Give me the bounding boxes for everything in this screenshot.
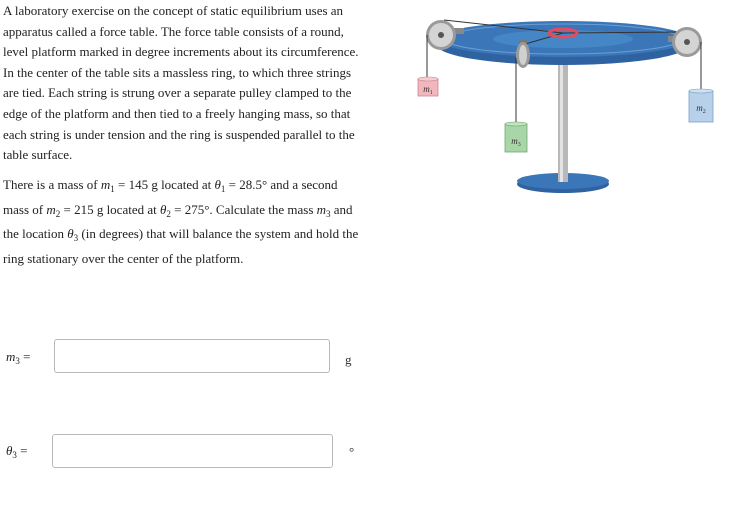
theta1-symbol: θ: [214, 177, 221, 192]
m3-label: $m_3$ =: [6, 349, 31, 366]
problem-question: There is a mass of $m_1 = 145$ g located at $\theta_1 = 28.5^\circ$ and a second mass of $m_2 = 215$ g located at $\theta_2 = 275^\circ$. Calculate the mass $m_3$ and the location $\theta_3$ (in degrees) that will balance the system and hold the ring stationary over the center of the platform.: [3, 177, 359, 266]
problem-intro: A laboratory exercise on the concept of static equilibrium uses an apparatus called a force table. The force table consists of a round, level platform marked in degree increments about its circumference. In the center of the table sits a massless ring, to which three strings are tied. Each string is strung over a separate pulley clamped to the edge of the platform and then tied to a freely hanging mass, so that each string is under tension and the ring is suspended parallel to the table surface.: [3, 3, 359, 163]
theta3-symbol: θ: [67, 226, 74, 242]
theta3-unit: °: [349, 444, 355, 459]
m3-symbol: m: [316, 201, 327, 217]
mass-2-label: $m_2$: [696, 103, 706, 115]
m2-symbol: m: [46, 201, 56, 217]
mass-3-label: $m_3$: [511, 136, 521, 148]
m1-symbol: m: [100, 177, 111, 192]
mass-1-label: $m_1$: [423, 84, 433, 96]
theta3-input[interactable]: [52, 434, 333, 468]
m3-input[interactable]: [54, 339, 330, 373]
m3-unit: g: [345, 352, 352, 367]
theta2-symbol: θ: [159, 201, 167, 217]
theta3-label: $\theta_3$ =: [6, 443, 28, 460]
